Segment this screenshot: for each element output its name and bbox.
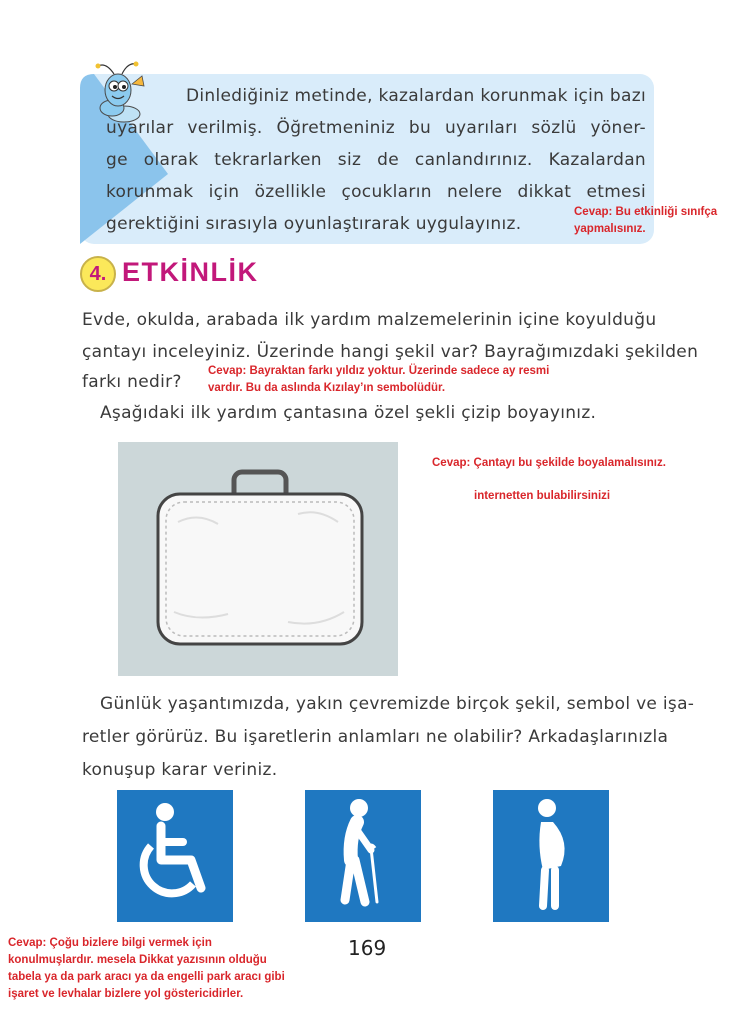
footer-answer-line-2: konulmuşlardır. mesela Dikkat yazısının olduğu: [8, 954, 267, 966]
intro-line-4: korunmak için özellikle çocukların nelere dikkat etmesi: [106, 182, 646, 202]
bag-answer-line-1: Cevap: Çantayı bu şekilde boyalamalısınız.: [432, 457, 666, 469]
sign-elderly: [305, 790, 421, 922]
signs-line-1: Günlük yaşantımızda, yakın çevremizde birçok şekil, sembol ve işa-: [100, 694, 695, 714]
activity-answer-line-1: Cevap: Bayraktan farkı yıldız yoktur. Üzerinde sadece ay resmi: [208, 365, 550, 377]
intro-line-5: gerektiğini sırasıyla oyunlaştırarak uygulayınız.: [106, 214, 522, 234]
signs-line-3: konuşup karar veriniz.: [82, 760, 278, 780]
intro-line-2: uyarılar verilmiş. Öğretmeniniz bu uyarıları sözlü yöner-: [106, 118, 646, 138]
sign-wheelchair: [117, 790, 233, 922]
activity-instruction: Aşağıdaki ilk yardım çantasına özel şekli çizip boyayınız.: [100, 403, 597, 423]
footer-answer-line-1: Cevap: Çoğu bizlere bilgi vermek için: [8, 937, 212, 949]
activity-line-3: farkı nedir?: [82, 372, 182, 392]
first-aid-bag-icon: [118, 442, 398, 676]
activity-line-1: Evde, okulda, arabada ilk yardım malzemelerinin içine koyulduğu: [82, 310, 657, 330]
intro-line-1: Dinlediğiniz metinde, kazalardan korunmak için bazı: [186, 86, 646, 106]
pregnant-woman-sign-icon: [493, 790, 609, 922]
page-number: 169: [348, 936, 387, 960]
intro-line-3: ge olarak tekrarlarken siz de canlandırınız. Kazalardan: [106, 150, 646, 170]
activity-title: ETKİNLİK: [122, 257, 259, 287]
intro-answer-line-2: yapmalısınız.: [574, 223, 646, 235]
intro-answer-line-1: Cevap: Bu etkinliği sınıfça: [574, 206, 718, 218]
footer-answer-line-4: işaret ve levhalar bizlere yol göstericidirler.: [8, 988, 244, 1000]
sign-pregnant: [493, 790, 609, 922]
bag-answer-line-2: internetten bulabilirsinizi: [474, 490, 611, 502]
signs-line-2: retler görürüz. Bu işaretlerin anlamları ne olabilir? Arkadaşlarınızla: [82, 727, 669, 747]
footer-answer-line-3: tabela ya da park aracı ya da engelli park aracı gibi: [8, 971, 285, 983]
wheelchair-sign-icon: [117, 790, 233, 922]
caterpillar-mascot-icon: [84, 56, 154, 126]
activity-number: 4.: [89, 263, 107, 285]
activity-line-2: çantayı inceleyiniz. Üzerinde hangi şekil var? Bayrağımızdaki şekilden: [82, 342, 699, 362]
elderly-person-sign-icon: [305, 790, 421, 922]
activity-answer-line-2: vardır. Bu da aslında Kızılay’ın sembolüdür.: [208, 382, 446, 394]
